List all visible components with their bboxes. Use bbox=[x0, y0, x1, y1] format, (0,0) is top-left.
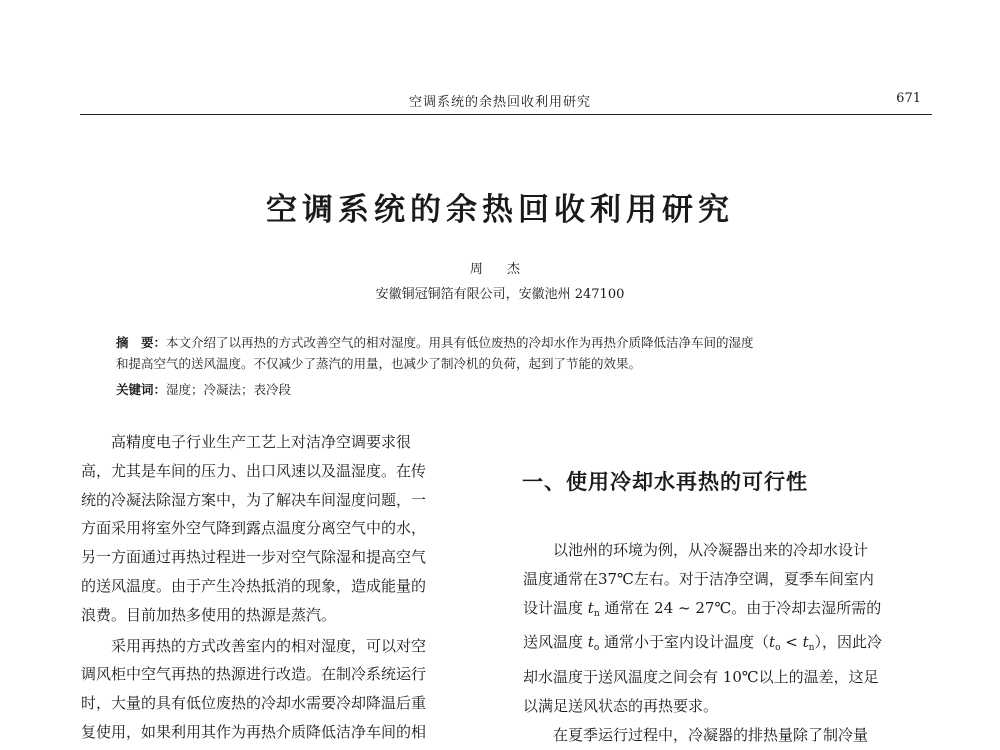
author: 周 杰 bbox=[469, 262, 531, 277]
abstract-label: 摘 要： bbox=[116, 335, 167, 350]
section-heading: 一、使用冷却水再热的可行性 bbox=[522, 470, 808, 494]
page-number: 671 bbox=[896, 91, 921, 106]
var-t: t bbox=[587, 598, 594, 617]
paragraph: 采用再热的方式改善室内的相对湿度，可以对空 调风柜中空气再热的热源进行改造。在制冷系统运行 时，大量的具有低位废热的冷却水需要冷却降温后重 复使用，如果利用其作为再热介质降低洁净车间的相 bbox=[81, 636, 427, 741]
running-title: 空调系统的余热回收利用研究 bbox=[408, 95, 591, 110]
keywords bbox=[116, 380, 291, 398]
paragraph: 以池州的环境为例，从冷凝器出来的冷却水设计 温度通常在37℃左右。对于洁净空调，夏季车间室内 设计温度 $t_n$ 通常在 24 ~ 27℃。由于冷却去湿所需的 送风温度 $t_o$ 通常小于室内设计温度$(t_o < t_n)$，因此冷 却水温度于送风温度之间会有 10℃以上的温差，这足 以满足送风状态的再热要求。 bbox=[523, 541, 882, 715]
left-column bbox=[81, 428, 488, 747]
abstract-line: 本文介绍了以再热的方式改善空气的相对湿度。用具有低位废热的冷却水作为再热介质降低洁净车间的湿度 bbox=[166, 335, 754, 350]
paragraph: 在夏季运行过程中，冷凝器的排热量除了制冷量 bbox=[553, 725, 869, 744]
page-title: 空调系统的余热回收利用研究 bbox=[266, 192, 734, 228]
abstract-line: 和提高空气的送风温度。不仅减少了蒸汽的用量，也减少了制冷机的负荷，起到了节能的效果。 bbox=[116, 356, 642, 371]
keywords-label: 关键词： bbox=[116, 382, 167, 397]
keywords-value: 湿度；冷凝法；表冷段 bbox=[166, 382, 292, 397]
paragraph: 高精度电子行业生产工艺上对洁净空调要求很 高，尤其是车间的压力、出口风速以及温湿度。在传 统的冷凝法除湿方案中，为了解决车间湿度问题，一 方面采用将室外空气降到露点温度分离空气中的水， 另一方面通过再热过程进一步对空气除湿和提高空气 的送风温度。由于产生冷热抵消的现象，造成能量的 浪费。目前加热多使用的热源是蒸汽。 bbox=[81, 433, 427, 624]
right-column bbox=[523, 536, 931, 750]
header-rule bbox=[80, 114, 932, 115]
affiliation: 安徽铜冠铜箔有限公司，安徽池州 247100 bbox=[375, 287, 625, 302]
abstract bbox=[116, 332, 916, 374]
